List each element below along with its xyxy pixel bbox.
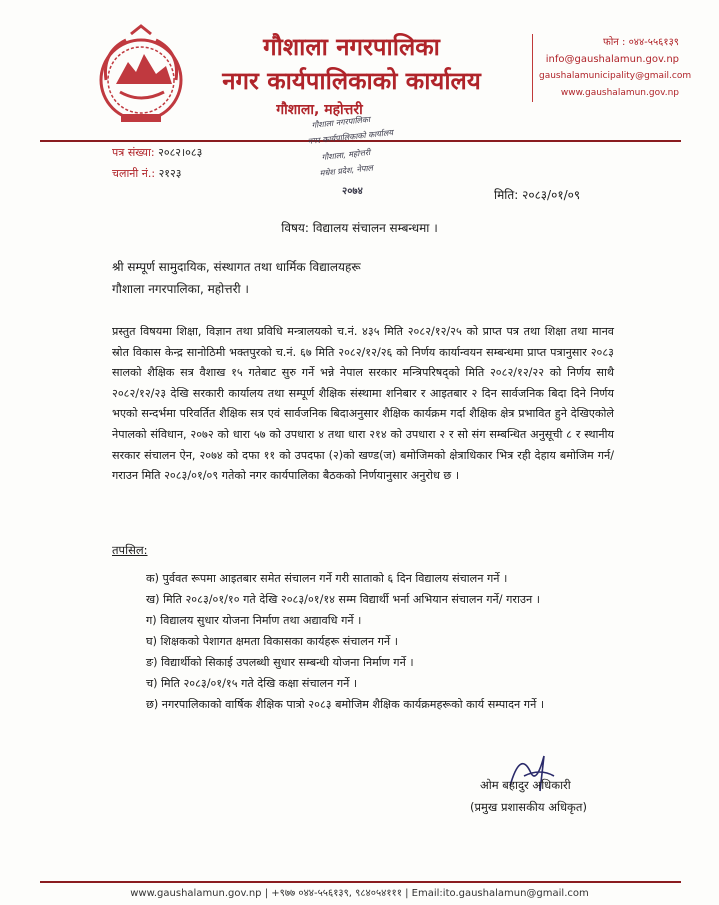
list-item: ङ) विद्यार्थीको सिकाई उपलब्धी सुधार सम्बन्धी योजना निर्माण गर्ने । <box>146 656 414 669</box>
list-item: ग) विद्यालय सुधार योजना निर्माण तथा अद्यावधि गर्ने । <box>146 614 362 627</box>
office-location: गौशाला, महोत्तरी <box>276 102 363 118</box>
details-list <box>146 568 614 715</box>
stamp-line4: मधेश प्रदेश, नेपाल <box>319 163 374 178</box>
letter-number <box>112 145 202 160</box>
footer-contact: www.gaushalamun.gov.np | +९७७ ०४४-५५६१३९, ९८४०५४१११ | Email:ito.gaushalamun@gmail.com <box>130 888 589 899</box>
dispatch-number <box>112 166 181 181</box>
details-heading: तपसिल: <box>112 543 148 557</box>
contact-email[interactable]: info@gaushalamun.gov.np <box>545 54 679 65</box>
stamp-line1: गौशाला नगरपालिका <box>311 114 371 130</box>
dispatch-number-label: चलानी नं.: <box>112 167 156 180</box>
signatory-title: (प्रमुख प्रशासकीय अधिकृत) <box>470 800 587 814</box>
stamp-line2: नगर कार्यपालिकाको कार्यालय <box>307 128 394 146</box>
stamp-line3: गौशाला, महोत्तरी <box>321 147 371 162</box>
office-title-line1: गौशाला नगरपालिका <box>263 33 440 61</box>
office-title-line2: नगर कार्यपालिकाको कार्यालय <box>222 67 481 95</box>
letter-date: मिति: २०८३/०१/०९ <box>494 188 581 202</box>
list-item: ख) मिति २०८३/०१/१० गते देखि २०८३/०१/१४ सम्म विद्यार्थी भर्ना अभियान संचालन गर्ने/ गराउन । <box>146 593 541 606</box>
list-item: छ) नगरपालिकाको वार्षिक शैक्षिक पात्रो २०८३ बमोजिम शैक्षिक कार्यक्रमहरूको कार्य सम्पादन गर्ने । <box>146 698 545 711</box>
list-item: क) पुर्ववत रूपमा आइतबार समेत संचालन गर्ने गरी साताको ६ दिन विद्यालय संचालन गर्ने । <box>146 572 508 585</box>
addressee-line1: श्री सम्पूर्ण सामुदायिक, संस्थागत तथा धार्मिक विद्यालयहरू <box>112 260 361 274</box>
contact-email-secondary[interactable]: gaushalamunicipality@gmail.com <box>539 71 692 81</box>
footer-divider <box>40 881 681 883</box>
contact-phone: फोन : ०४४-५५६१३९ <box>603 37 679 48</box>
letter-subject: विषय: विद्यालय संचालन सम्बन्धमा । <box>281 221 438 235</box>
addressee-line2: गौशाला नगरपालिका, महोत्तरी । <box>112 282 249 296</box>
office-stamp <box>300 114 422 200</box>
dispatch-number-value: २१२३ <box>158 167 182 180</box>
list-item: घ) शिक्षकको पेशागत क्षमता विकासका कार्यहरू संचालन गर्ने । <box>146 635 398 648</box>
letter-body: प्रस्तुत विषयमा शिक्षा, विज्ञान तथा प्रविधि मन्त्रालयको च.नं. ४३५ मिति २०८२/१२/२५ को प्राप्त पत्र तथा शिक्षा तथा मानव स्रोत विकास केन्द्र सानोठिमी भक्तपुरको च.नं. ६७ मिति २०८२/१२/२६ को निर्णय कार्यान्वयन सम्बन्धमा प्राप्त पत्रानुसार २०८३ सालको शैक्षिक सत्र वैशाख १५ गतेबाट सुरु गर्ने भन्ने नेपाल सरकार मन्त्रिपरिषद्को मिति २०८२/१२/२२ को निर्णय साथै २०८२/१२/२३ देखि सरकारी कार्यालय तथा सम्पूर्ण शैक्षिक संस्थामा शनिबार र आइतबार २ दिन सार्वजनिक बिदा दिने निर्णय भएको सन्दर्भमा परिवर्तित शैक्षिक सत्र एवं सार्वजनिक बिदाअनुसार शैक्षिक कार्यक्रम गर्दा शैक्षिक क्षेत्र प्रभावित हुने देखिएकोले नेपालको संविधान, २०७२ को धारा ५७ को उपधारा ४ तथा धारा २१४ को उपधारा २ र सो संग सम्बन्धित अनुसूची ८ र स्थानीय सरकार संचालन ऐन, २०७४ को दफा ११ को उपदफा (२)को खण्ड(ज) बमोजिमको क्षेत्राधिकार भित्र रही देहाय बमोजिम गर्न/गराउन मिति २०८३/०१/०९ गतेको नगर कार्यपालिका बैठकको निर्णयानुसार अनुरोध छ । <box>112 325 614 483</box>
stamp-year: २०७४ <box>342 186 363 197</box>
signatory-name: ओम बहादुर अधिकारी <box>480 778 571 792</box>
list-item: च) मिति २०८३/०१/१५ गते देखि कक्षा संचालन गर्ने । <box>146 677 358 690</box>
contact-block <box>532 34 692 102</box>
letter-number-label: पत्र संख्या: <box>112 146 155 159</box>
letter-number-value: २०८२।०८३ <box>158 146 203 159</box>
contact-website[interactable]: www.gaushalamun.gov.np <box>560 88 679 98</box>
